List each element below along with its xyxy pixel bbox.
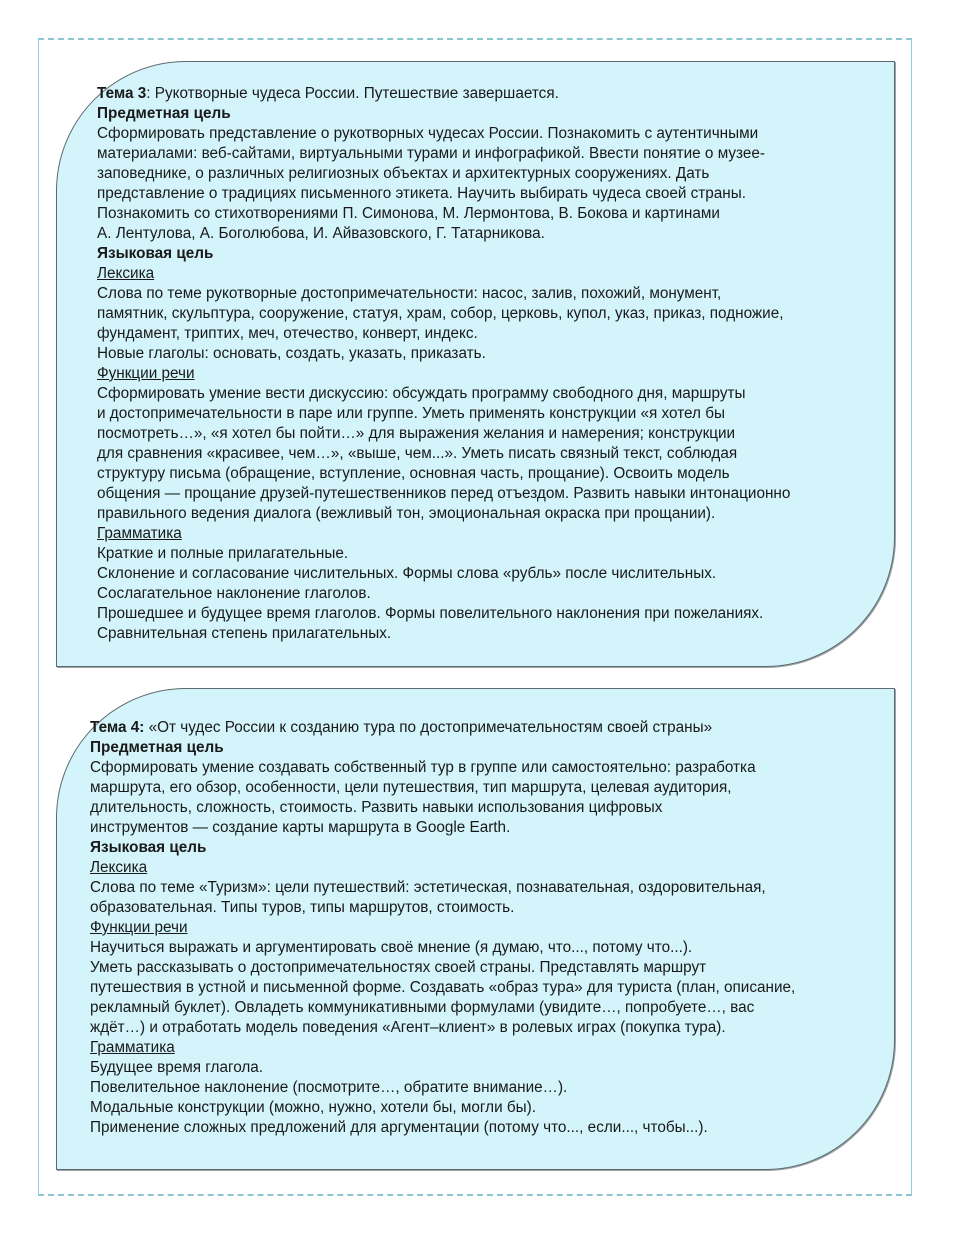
grammar-line: Будущее время глагола. xyxy=(90,1059,264,1076)
subject-goal-line: представление о традициях письменного этикета. Научить выбирать чудеса своей страны. xyxy=(97,185,746,202)
vocabulary-heading: Лексика xyxy=(90,859,148,876)
speech-functions-line: структуру письма (обращение, вступление, основная часть, прощание). Освоить модель xyxy=(97,465,730,482)
grammar-line: Склонение и согласование числительных. Формы слова «рубль» после числительных. xyxy=(97,565,717,582)
subject-goal-line: длительность, сложность, стоимость. Развить навыки использования цифровых xyxy=(90,799,663,816)
subject-goal-line: материалами: веб-сайтами, виртуальными турами и инфографикой. Ввести понятие о музее- xyxy=(97,145,765,162)
vocabulary-heading: Лексика xyxy=(97,265,155,282)
subject-goal-line: Познакомить со стихотворениями П. Симонова, М. Лермонтова, В. Бокова и картинами xyxy=(97,205,720,222)
speech-functions-line: общения — прощание друзей-путешественников перед отъездом. Развить навыки интонационно xyxy=(97,485,791,502)
vocabulary-line: фундамент, триптих, меч, отечество, конверт, индекс. xyxy=(97,325,478,342)
grammar-heading: Грамматика xyxy=(97,525,182,542)
speech-functions-line: Сформировать умение вести дискуссию: обсуждать программу свободного дня, маршруты xyxy=(97,385,746,402)
vocabulary-line: памятник, скульптура, сооружение, статуя, храм, собор, церковь, купол, указ, приказ, подножие, xyxy=(97,305,784,322)
grammar-line: Краткие и полные прилагательные. xyxy=(97,545,349,562)
grammar-line: Применение сложных предложений для аргументации (потому что..., если..., чтобы...). xyxy=(90,1119,708,1136)
speech-functions-line: путешествия в устной и письменной форме. Создавать «образ тура» для туриста (план, описание, xyxy=(90,979,796,996)
grammar-line: Сослагательное наклонение глаголов. xyxy=(97,585,371,602)
speech-functions-line: и достопримечательности в паре или группе. Уметь применять конструкции «я хотел бы xyxy=(97,405,725,422)
topic-4-box xyxy=(56,688,895,1170)
subject-goal-line: А. Лентулова, А. Боголюбова, И. Айвазовского, Г. Татарникова. xyxy=(97,225,545,242)
speech-functions-line: правильного ведения диалога (вежливый тон, эмоциональная окраска при прощании). xyxy=(97,505,716,522)
language-goal-heading: Языковая цель xyxy=(97,245,214,262)
grammar-line: Сравнительная степень прилагательных. xyxy=(97,625,392,642)
grammar-line: Прошедшее и будущее время глаголов. Формы повелительного наклонения при пожеланиях. xyxy=(97,605,764,622)
subject-goal-line: маршрута, его обзор, особенности, цели путешествия, тип маршрута, целевая аудитория, xyxy=(90,779,732,796)
subject-goal-line: заповеднике, о различных религиозных объектах и архитектурных сооружениях. Дать xyxy=(97,165,710,182)
language-goal-heading: Языковая цель xyxy=(90,839,207,856)
topic-label: Тема 4: xyxy=(90,719,145,736)
vocabulary-line: Слова по теме «Туризм»: цели путешествий: эстетическая, познавательная, оздоровительная, xyxy=(90,879,766,896)
subject-goal-line: инструментов — создание карты маршрута в Google Earth. xyxy=(90,819,511,836)
topic-separator: : xyxy=(146,85,151,102)
topic-title-text: «От чудес России к созданию тура по достопримечательностям своей страны» xyxy=(144,719,713,736)
speech-functions-line: рекламный буклет). Овладеть коммуникативными формулами (увидите…, попробуете…, вас xyxy=(90,999,755,1016)
speech-functions-line: для сравнения «красивее, чем…», «выше, чем...». Уметь писать связный текст, соблюдая xyxy=(97,445,738,462)
speech-functions-heading: Функции речи xyxy=(97,365,195,382)
topic-label: Тема 3 xyxy=(97,85,147,102)
vocabulary-line: Слова по теме рукотворные достопримечательности: насос, залив, похожий, монумент, xyxy=(97,285,722,302)
vocabulary-line: Новые глаголы: основать, создать, указать, приказать. xyxy=(97,345,486,362)
subject-goal-heading: Предметная цель xyxy=(90,739,224,756)
vocabulary-line: образовательная. Типы туров, типы маршрутов, стоимость. xyxy=(90,899,515,916)
speech-functions-line: Уметь рассказывать о достопримечательностях своей страны. Представлять маршрут xyxy=(90,959,707,976)
topic-title-text: Рукотворные чудеса России. Путешествие завершается. xyxy=(150,85,559,102)
grammar-line: Повелительное наклонение (посмотрите…, обратите внимание…). xyxy=(90,1079,568,1096)
topic-3-title xyxy=(97,84,854,104)
grammar-heading: Грамматика xyxy=(90,1039,175,1056)
speech-functions-line: Научиться выражать и аргументировать своё мнение (я думаю, что..., потому что...). xyxy=(90,939,693,956)
speech-functions-line: посмотреть…», «я хотел бы пойти…» для выражения желания и намерения; конструкции xyxy=(97,425,736,442)
grammar-line: Модальные конструкции (можно, нужно, хотели бы, могли бы). xyxy=(90,1099,536,1116)
subject-goal-line: Сформировать представление о рукотворных чудесах России. Познакомить с аутентичными xyxy=(97,125,759,142)
topic-3-box xyxy=(56,61,895,667)
subject-goal-line: Сформировать умение создавать собственный тур в группе или самостоятельно: разработка xyxy=(90,759,756,776)
subject-goal-heading: Предметная цель xyxy=(97,105,231,122)
topic-4-title xyxy=(90,718,854,738)
speech-functions-line: ждёт…) и отработать модель поведения «Агент–клиент» в ролевых играх (покупка тура). xyxy=(90,1019,726,1036)
speech-functions-heading: Функции речи xyxy=(90,919,188,936)
